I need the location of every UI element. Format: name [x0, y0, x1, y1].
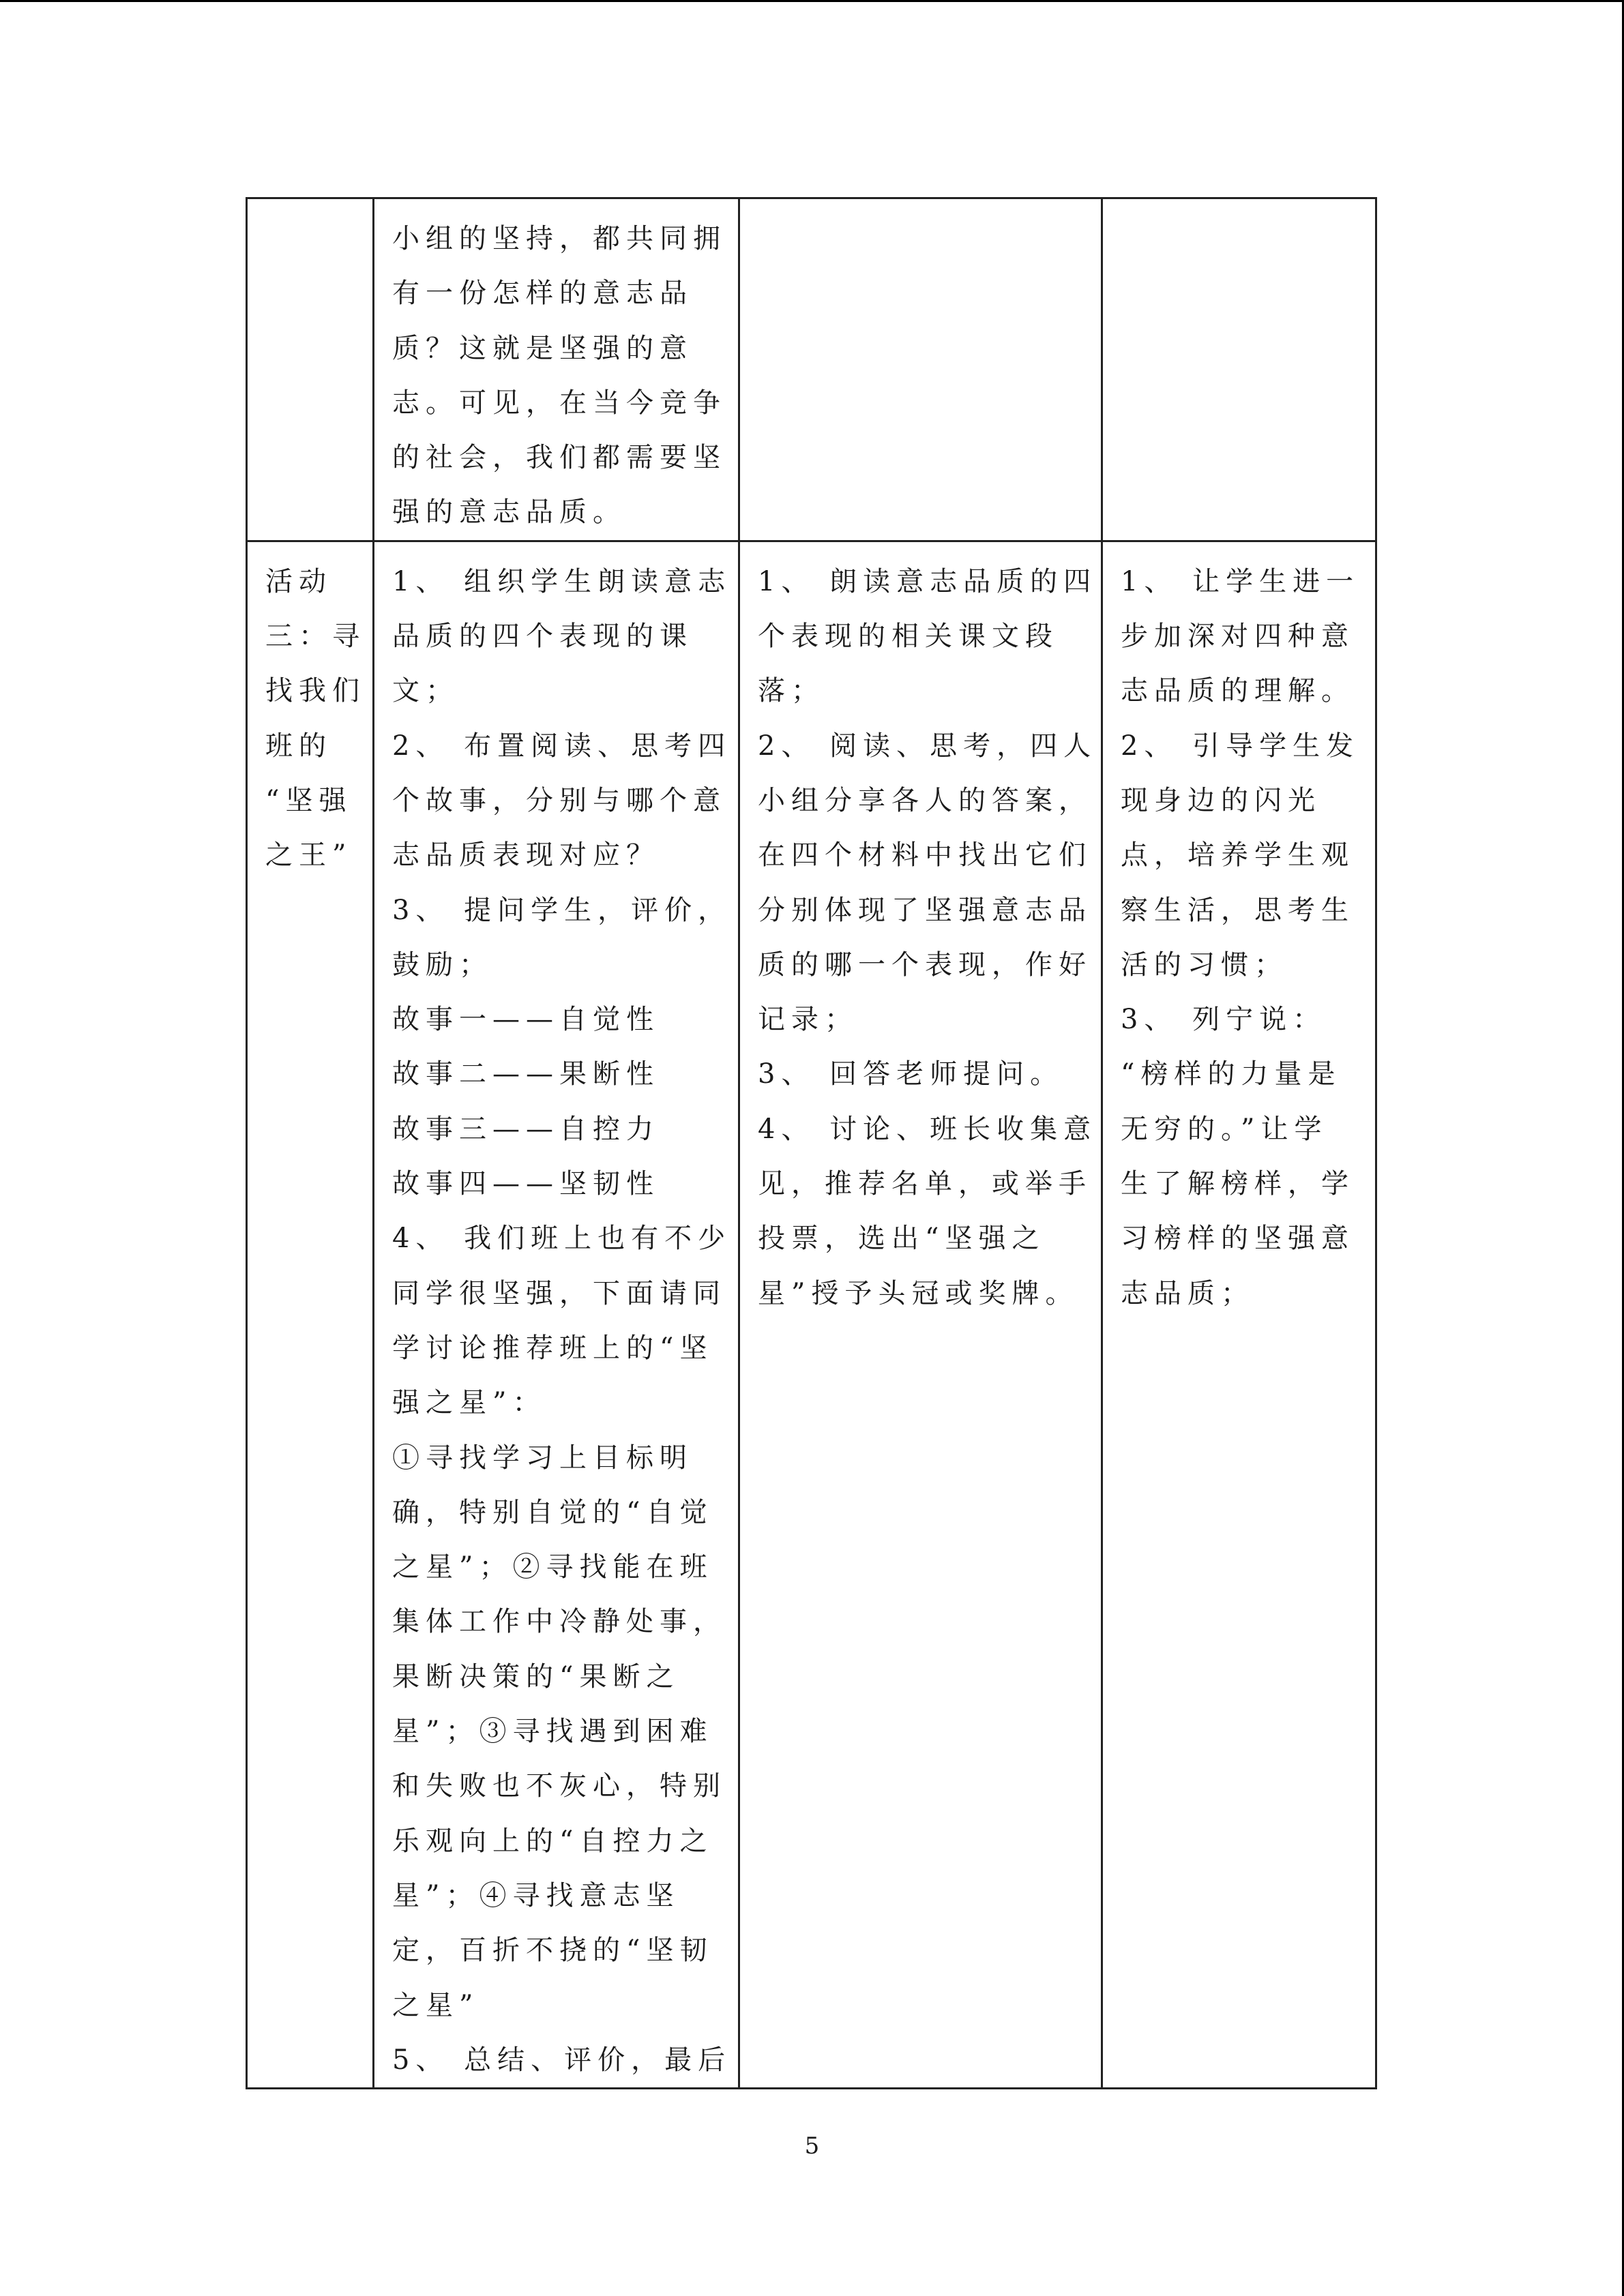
- cell-text-line: 4、 我们班上也有不少: [392, 1223, 732, 1255]
- cell-text-line: 品质的四个表现的课: [392, 621, 693, 653]
- cell-text-line: 习榜样的坚强意: [1121, 1223, 1355, 1255]
- cell-text-line: 星”授予头冠或奖牌。: [758, 1277, 1079, 1309]
- cell-text-line: 文；: [392, 675, 459, 707]
- cell-text-line: 果断决策的“果断之: [392, 1660, 680, 1693]
- cell-text-line: ①寻找学习上目标明: [392, 1442, 693, 1474]
- cell-text-line: 1、 组织学生朗读意志: [392, 565, 732, 597]
- lesson-plan-table: [246, 197, 1377, 2089]
- activity-name-cell: [247, 198, 374, 541]
- cell-text-line: 察生活，思考生: [1121, 894, 1355, 926]
- cell-text-line: 落；: [758, 675, 825, 707]
- design-intent-cell: [1102, 198, 1376, 541]
- cell-text-line: 质的哪一个表现，作好: [758, 949, 1092, 981]
- cell-text-line: 学讨论推荐班上的“坚: [392, 1332, 713, 1364]
- cell-text-line: 志。可见，在当今竞争: [392, 387, 726, 419]
- cell-text-line: 5、 总结、评价，最后: [392, 2044, 732, 2076]
- cell-text-line: 点，培养学生观: [1121, 839, 1355, 871]
- cell-text-line: 记录；: [758, 1004, 858, 1036]
- teacher-activity-cell: [374, 198, 739, 541]
- cell-text-line: 志品质表现对应？: [392, 839, 660, 871]
- cell-text-line: 步加深对四种意: [1121, 621, 1355, 653]
- cell-text-line: 1、 朗读意志品质的四: [758, 565, 1097, 597]
- cell-text-line: 定，百折不挠的“坚韧: [392, 1935, 713, 1967]
- cell-text-line: 志品质；: [1121, 1277, 1254, 1309]
- cell-text-line: 活动: [265, 565, 332, 597]
- student-activity-cell: [739, 198, 1102, 541]
- cell-text-line: 生了解榜样，学: [1121, 1168, 1355, 1200]
- cell-text-line: 鼓励；: [392, 949, 492, 981]
- cell-text-line: 小组的坚持，都共同拥: [392, 223, 726, 254]
- cell-text-line: 故事一——自觉性: [392, 1004, 660, 1036]
- cell-text-line: 小组分享各人的答案，: [758, 784, 1092, 816]
- cell-text-line: 强的意志品质。: [392, 496, 626, 528]
- cell-text-line: 3、 列宁说：: [1121, 1004, 1327, 1036]
- activity-name-cell: [247, 541, 374, 2088]
- cell-text-line: 强之星”：: [392, 1387, 546, 1419]
- page-border-top: [0, 0, 1624, 2]
- cell-text-line: 志品质的理解。: [1121, 675, 1355, 707]
- table-row: [247, 198, 1376, 541]
- cell-text-line: “坚强: [265, 784, 353, 816]
- cell-text-line: 集体工作中冷静处事，: [392, 1606, 726, 1638]
- table-row: [247, 541, 1376, 2088]
- cell-text-line: 故事二——果断性: [392, 1058, 660, 1090]
- cell-text-line: 之星”: [392, 1989, 479, 2021]
- cell-text-line: 投票，选出“坚强之: [758, 1223, 1046, 1255]
- cell-text-line: 现身边的闪光: [1121, 784, 1321, 816]
- cell-text-line: 之星”；②寻找能在班: [392, 1551, 713, 1583]
- cell-text-line: 班的: [265, 730, 332, 762]
- cell-text-line: 故事三——自控力: [392, 1113, 660, 1145]
- cell-text-line: 3、 回答老师提问。: [758, 1058, 1064, 1090]
- cell-text-line: 星”；④寻找意志坚: [392, 1879, 680, 1911]
- cell-text-line: 2、 布置阅读、思考四: [392, 730, 732, 762]
- cell-text-line: 无穷的。”让学: [1121, 1113, 1328, 1145]
- cell-text-line: 2、 阅读、思考，四人: [758, 730, 1097, 762]
- teacher-activity-cell: [374, 541, 739, 2088]
- cell-text-line: 乐观向上的“自控力之: [392, 1825, 713, 1857]
- cell-text-line: 个故事，分别与哪个意: [392, 784, 726, 816]
- cell-text-line: 之王”: [265, 839, 353, 871]
- cell-text-line: 分别体现了坚强意志品: [758, 894, 1092, 926]
- design-intent-cell: [1102, 541, 1376, 2088]
- cell-text-line: 活的习惯；: [1121, 949, 1288, 981]
- cell-text-line: 在四个材料中找出它们: [758, 839, 1092, 871]
- cell-text-line: 质？这就是坚强的意: [392, 332, 693, 364]
- cell-text-line: 星”；③寻找遇到困难: [392, 1716, 713, 1748]
- cell-text-line: 见，推荐名单，或举手: [758, 1168, 1092, 1200]
- cell-text-line: 三：寻: [265, 621, 366, 653]
- cell-text-line: 有一份怎样的意志品: [392, 278, 693, 310]
- cell-text-line: 故事四——坚韧性: [392, 1168, 660, 1200]
- cell-text-line: 个表现的相关课文段: [758, 621, 1059, 653]
- cell-text-line: 4、 讨论、班长收集意: [758, 1113, 1097, 1145]
- cell-text-line: 2、 引导学生发: [1121, 730, 1360, 762]
- student-activity-cell: [739, 541, 1102, 2088]
- cell-text-line: 和失败也不灰心，特别: [392, 1770, 726, 1802]
- cell-text-line: 同学很坚强，下面请同: [392, 1277, 726, 1309]
- cell-text-line: 确，特别自觉的“自觉: [392, 1496, 713, 1528]
- cell-text-line: 的社会，我们都需要坚: [392, 442, 726, 474]
- cell-text-line: 找我们: [265, 675, 366, 707]
- page-number: 5: [804, 2132, 820, 2160]
- cell-text-line: “榜样的力量是: [1121, 1058, 1342, 1090]
- cell-text-line: 1、 让学生进一: [1121, 565, 1360, 597]
- cell-text-line: 3、 提问学生，评价，: [392, 894, 732, 926]
